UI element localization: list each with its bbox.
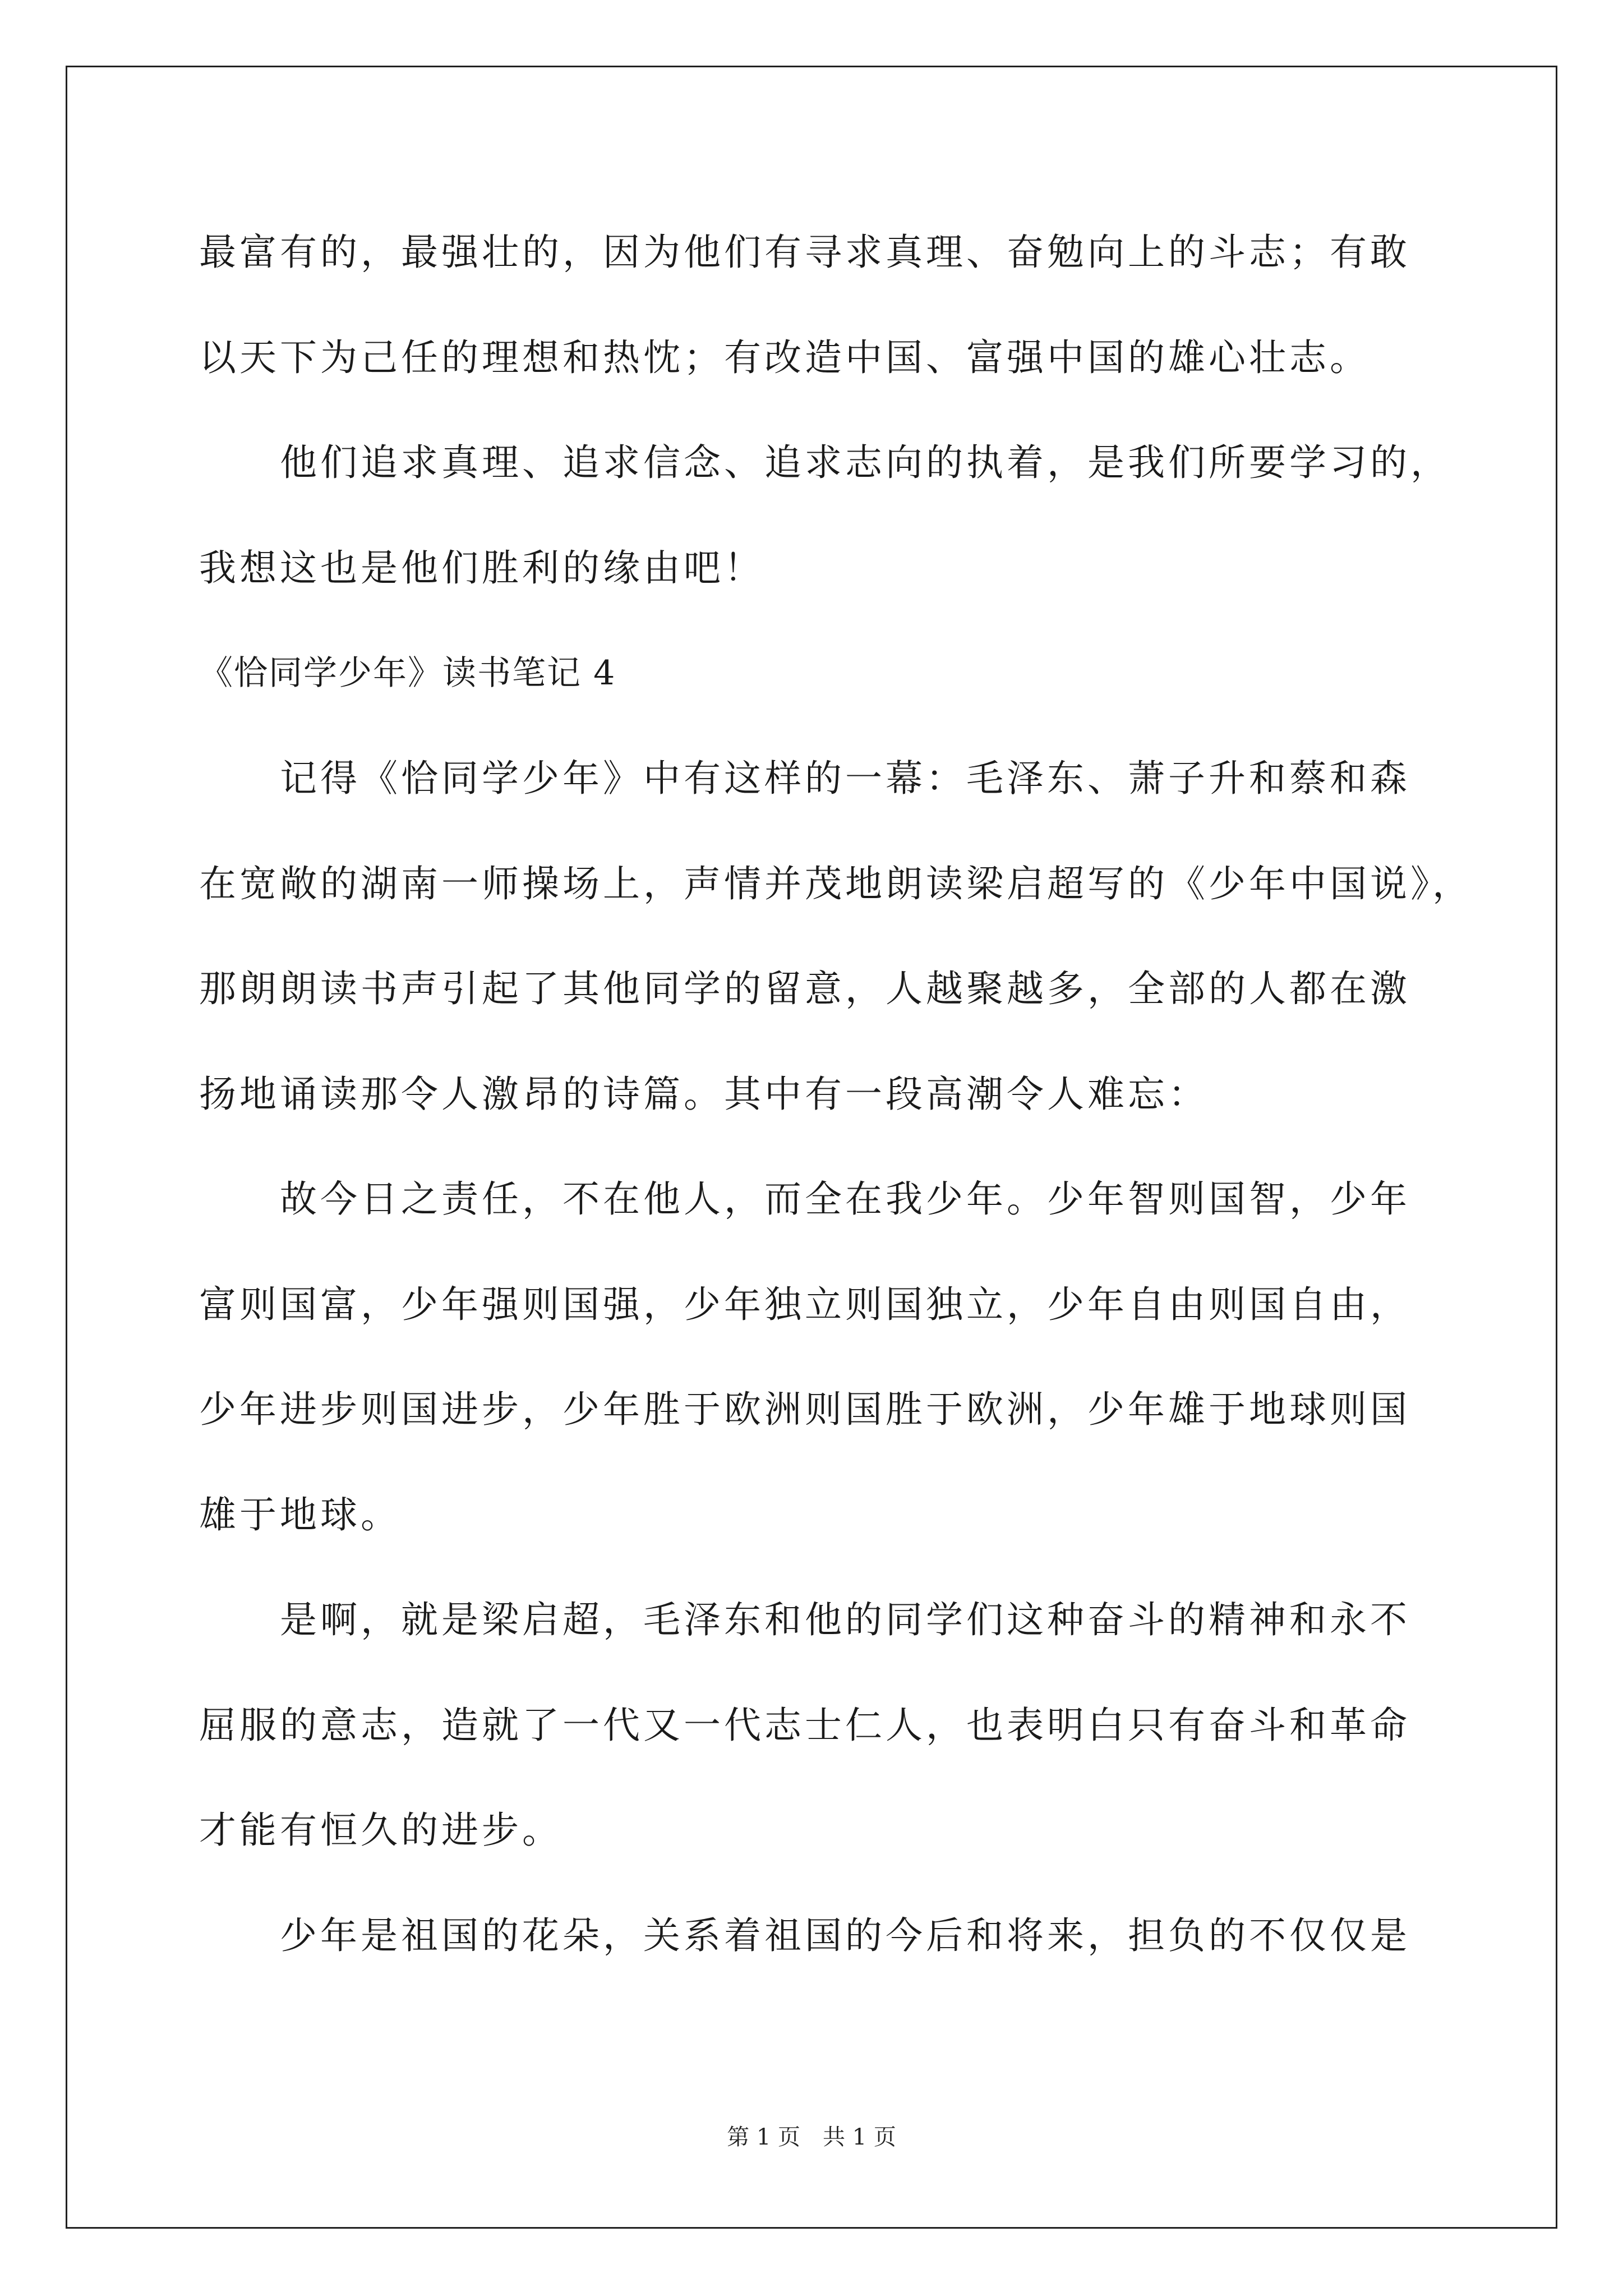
body-line: 记得《恰同学少年》中有这样的一幕：毛泽东、萧子升和蔡和森: [199, 757, 1410, 800]
body-line: 故今日之责任，不在他人，而全在我少年。少年智则国智，少年: [199, 1177, 1410, 1221]
body-line: 屈服的意志，造就了一代又一代志士仁人，也表明白只有奋斗和革命: [199, 1704, 1410, 1747]
body-line: 是啊，就是梁启超，毛泽东和他的同学们这种奋斗的精神和永不: [199, 1598, 1410, 1641]
body-line: 以天下为己任的理想和热忱；有改造中国、富强中国的雄心壮志。: [199, 336, 1370, 379]
body-line: 那朗朗读书声引起了其他同学的留意，人越聚越多，全部的人都在激: [199, 967, 1410, 1010]
body-line: 少年进步则国进步，少年胜于欧洲则国胜于欧洲，少年雄于地球则国: [199, 1388, 1410, 1431]
body-line: 才能有恒久的进步。: [199, 1809, 562, 1852]
body-line: 我想这也是他们胜利的缘由吧！: [199, 546, 764, 590]
body-line: 他们追求真理、追求信念、追求志向的执着，是我们所要学习的，: [199, 441, 1451, 484]
body-line: 在宽敞的湖南一师操场上，声情并茂地朗读梁启超写的《少年中国说》，: [199, 862, 1473, 905]
body-line: 富则国富，少年强则国强，少年独立则国独立，少年自由则国自由，: [199, 1283, 1410, 1326]
body-line: 扬地诵读那令人激昂的诗篇。其中有一段高潮令人难忘：: [199, 1073, 1209, 1116]
page-footer: 第 1 页 共 1 页: [727, 2124, 896, 2150]
body-line: 最富有的，最强壮的，因为他们有寻求真理、奋勉向上的斗志；有敢: [199, 231, 1410, 274]
body-line: 少年是祖国的花朵，关系着祖国的今后和将来，担负的不仅仅是: [199, 1914, 1410, 1957]
body-line: 雄于地球。: [199, 1493, 401, 1536]
section-heading: 《恰同学少年》读书笔记 4: [199, 654, 616, 693]
page-border: [66, 66, 1557, 2229]
